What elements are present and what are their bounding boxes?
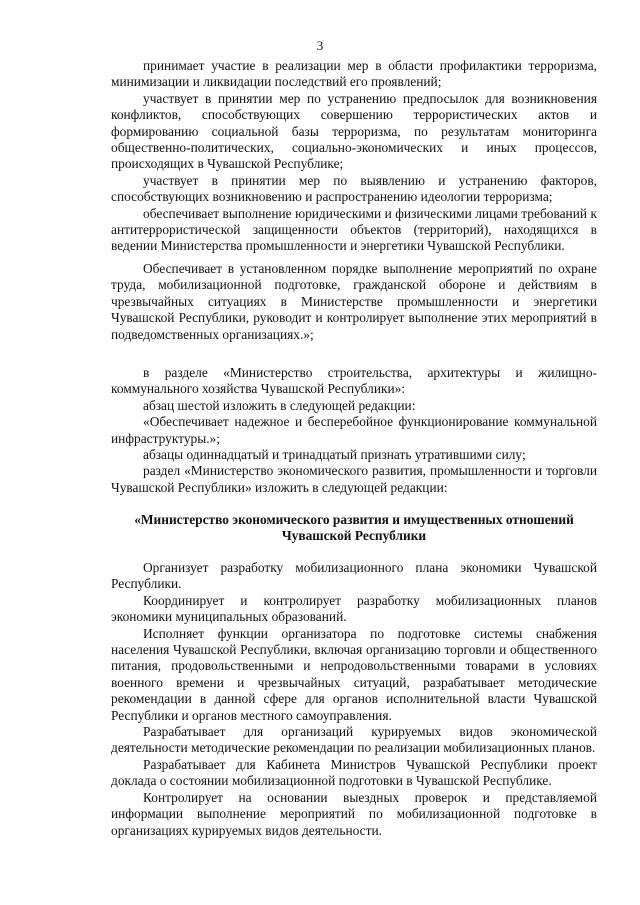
page-number: 3 (316, 38, 324, 53)
paragraph: Разрабатывает для Кабинета Министров Чувашской Республики проект доклада о состоянии мобилизационной подготовки в Чувашской Республике. (111, 756, 597, 789)
paragraph: раздел «Министерство экономического развития, промышленности и торговли Чувашской Республики» изложить в следующей редакции: (111, 463, 597, 495)
paragraph: Исполняет функции организатора по подготовке системы снабжения населения Чувашской Республики, включая организацию торговли и общественного питания, продовольственными и непродовольственными товарами в условиях военного времени и чрезвычайных ситуаций, разрабатывает методические рекомендации в данной сфере для органов исполнительной власти Чувашской Республики и органов местного самоуправления. (111, 625, 597, 723)
paragraph: Разрабатывает для организаций курируемых видов экономической деятельности методические рекомендации по реализации мобилизационных планов. (111, 724, 597, 756)
paragraph: Обеспечивает в установленном порядке выполнение мероприятий по охране труда, мобилизационной подготовке, гражданской обороне и действиям в чрезвычайных ситуациях в Министерстве промышленности и энергетики Чувашской Республики, руководит и контролирует выполнение этих мероприятий в подведомственных организациях.»; (111, 260, 597, 342)
paragraph: принимает участие в реализации мер в области профилактики терроризма, минимизации и ликвидации последствий его проявлений; (111, 58, 597, 90)
paragraph: участвует в принятии мер по выявлению и устранению факторов, способствующих возникновению и распространению идеологии терроризма; (111, 172, 597, 205)
section-heading: «Министерство экономического развития и имущественных отношений Чувашской Республики (134, 512, 574, 544)
paragraph: абзацы одиннадцатый и тринадцатый признать утратившими силу; (143, 446, 526, 462)
paragraph: Организует разработку мобилизационного плана экономики Чувашской Республики. (111, 560, 597, 592)
text-block-a (111, 58, 597, 496)
paragraph: в разделе «Министерство строительства, архитектуры и жилищно-коммунального хозяйства Чувашской Республики»: (111, 364, 597, 397)
paragraph: абзац шестой изложить в следующей редакции: (143, 397, 416, 413)
paragraph: Координирует и контролирует разработку мобилизационных планов экономики муниципальных образований. (111, 592, 597, 625)
text-block-d (111, 560, 597, 839)
paragraph: Контролирует на основании выездных проверок и представляемой информации выполнение мероприятий по мобилизационной подготовке в организациях курируемых видов деятельности. (111, 789, 597, 838)
paragraph: обеспечивает выполнение юридическими и физическими лицами требований к антитеррористической защищенности объектов (территорий), находящихся в ведении Министерства промышленности и энергетики Чувашской Республики. (111, 205, 597, 254)
paragraph: «Обеспечивает надежное и бесперебойное функционирование коммунальной инфраструктуры.»; (111, 414, 597, 446)
paragraph: участвует в принятии мер по устранению предпосылок для возникновения конфликтов, способствующих совершению террористических актов и формированию социальной базы терроризма, по результатам мониторинга общественно-политических, социально-экономических и иных процессов, происходящих в Чувашской Республике; (111, 90, 597, 172)
